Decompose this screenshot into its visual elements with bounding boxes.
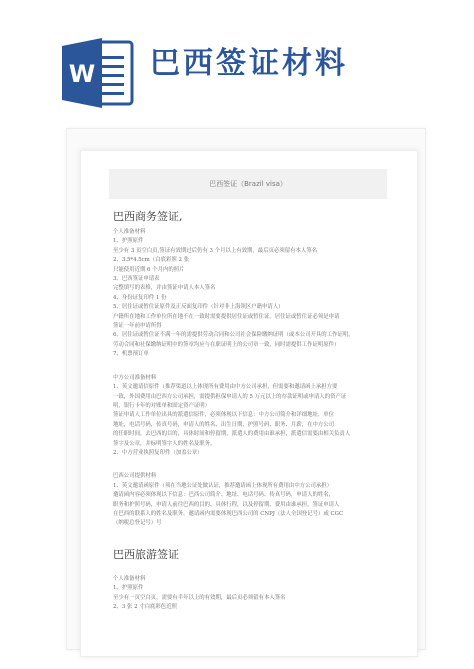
svg-text:W: W xyxy=(68,60,96,88)
text-line: 至少有一页空白页，需要有半年以上的有效期，最后页必须留有本人签名 xyxy=(113,594,286,601)
business-lines xyxy=(113,228,391,360)
text-line: （纳税总登记号）号 xyxy=(113,520,162,527)
company-brazil-lines xyxy=(113,482,391,529)
text-line: 的任职时间，去巴西的目的，具体时间和停留期，派遣人的费用由谁承担，派遣信需要由相关负责人 xyxy=(113,431,351,438)
text-line: 在巴西的联系人的姓名及职务。邀请函内需要体现巴西公司的 CNPJ（法人全国登记号）或 CGC xyxy=(113,510,344,517)
text-line: 1、英文邀请信原件（推荐渠道以上体现所有费用由中方公司承担，但需要和邀请函上承担方要 xyxy=(113,384,338,391)
text-line: 6、居住证或暂住证不满一年的需提供劳动合同和公司社会保险缴纳证明（或本公司开具的工作证明， xyxy=(113,332,354,339)
text-line: 4、身份证复印件 1 份 xyxy=(113,294,167,301)
text-line: 3、巴西签证申请表 xyxy=(113,276,160,283)
tourism-lines xyxy=(113,575,391,613)
text-line: 签字及公章，并标明签字人的姓名及职务。 xyxy=(113,440,216,447)
text-line: 2、3.5*4.5cm（白底彩照 2 张 xyxy=(113,257,189,264)
text-line: 7、机票预订单 xyxy=(113,351,149,358)
page-header: 巴西签证（Brazil visa） xyxy=(109,169,387,199)
text-line: 签证申请人工作单位出具的派遣信原件，必须体现以下信息：中方公司简介和详细地址，单位 xyxy=(113,412,335,419)
text-line: 户籍所在地和工作单位所在地不在一致时需要提供居住证或暂住证。居住证或暂住证必须是申请 xyxy=(113,313,340,320)
company-personal-lines xyxy=(113,383,391,458)
section-heading-business: 巴西商务签证, xyxy=(113,210,183,223)
document-page xyxy=(80,150,418,657)
text-line: 1、护照原件 xyxy=(113,238,144,245)
text-line: 1、护照原件 xyxy=(113,585,144,592)
text-line: 5、居住证或暂住证原件及正反面复印件（针对非上海领区户籍申请人） xyxy=(113,304,284,311)
text-line: 1、英文邀请函原件（须在当地公证处做认证，推荐邀请函上体现所有费用由中方公司承担） xyxy=(113,482,333,489)
section-heading-company-personal: 中方公司准备材料 xyxy=(113,374,157,381)
text-line: 明，银行卡年的对账单和固定资产证明） xyxy=(113,402,211,409)
text-line: 2、3 张 2 寸白底彩色近照 xyxy=(113,604,177,610)
word-icon xyxy=(58,34,136,112)
section-heading-tourism: 巴西旅游签证 xyxy=(113,547,179,561)
document-title: 巴西签证材料 xyxy=(150,46,348,81)
text-line: 完整填写的表格，并由签证申请人本人签名 xyxy=(113,285,216,292)
text-line: 至少有 3 页空白页,签证有效期过后仍有 3 个月以上有效期，最后页必须留有本人签名 xyxy=(113,247,318,254)
text-line: 劳动合同和社保缴纳证明中的签章均应与在职证明上的公司章一致，同时需提供工作证明原件） xyxy=(113,341,340,348)
text-line: 一致，外国费用由巴西方公司承担，需提供担保申请人的 5 万元以上的存款证明或申请人的资产证 xyxy=(113,393,347,400)
text-line: 个人准备材料 xyxy=(113,229,146,235)
text-line: 职务和护照号码，申请人前往巴西的目的、具体行程，以及停留期，费用由谁承担，签证申请人 xyxy=(113,501,340,508)
text-line: 邀请函内容必须体现以下信息：巴西公司简介、地址、电话号码、传真号码，申请人的姓名， xyxy=(113,492,335,499)
text-line: 2、中方营业执照复印件（加盖公章） xyxy=(113,449,203,456)
text-line: 地址，电话号码，传真号码，申请人的姓名、出生日期、护照号码、职务、月薪，在中方公司 xyxy=(113,421,335,428)
section-heading-company-brazil: 巴西公司提供材料 xyxy=(113,473,157,480)
text-line: 只能使用近期 6 个月内的照片 xyxy=(113,266,185,273)
text-line: 签证一年前申请所得 xyxy=(113,323,162,330)
header xyxy=(0,0,474,120)
document-content xyxy=(113,205,391,612)
text-line: 个人准备材料 xyxy=(113,575,146,582)
